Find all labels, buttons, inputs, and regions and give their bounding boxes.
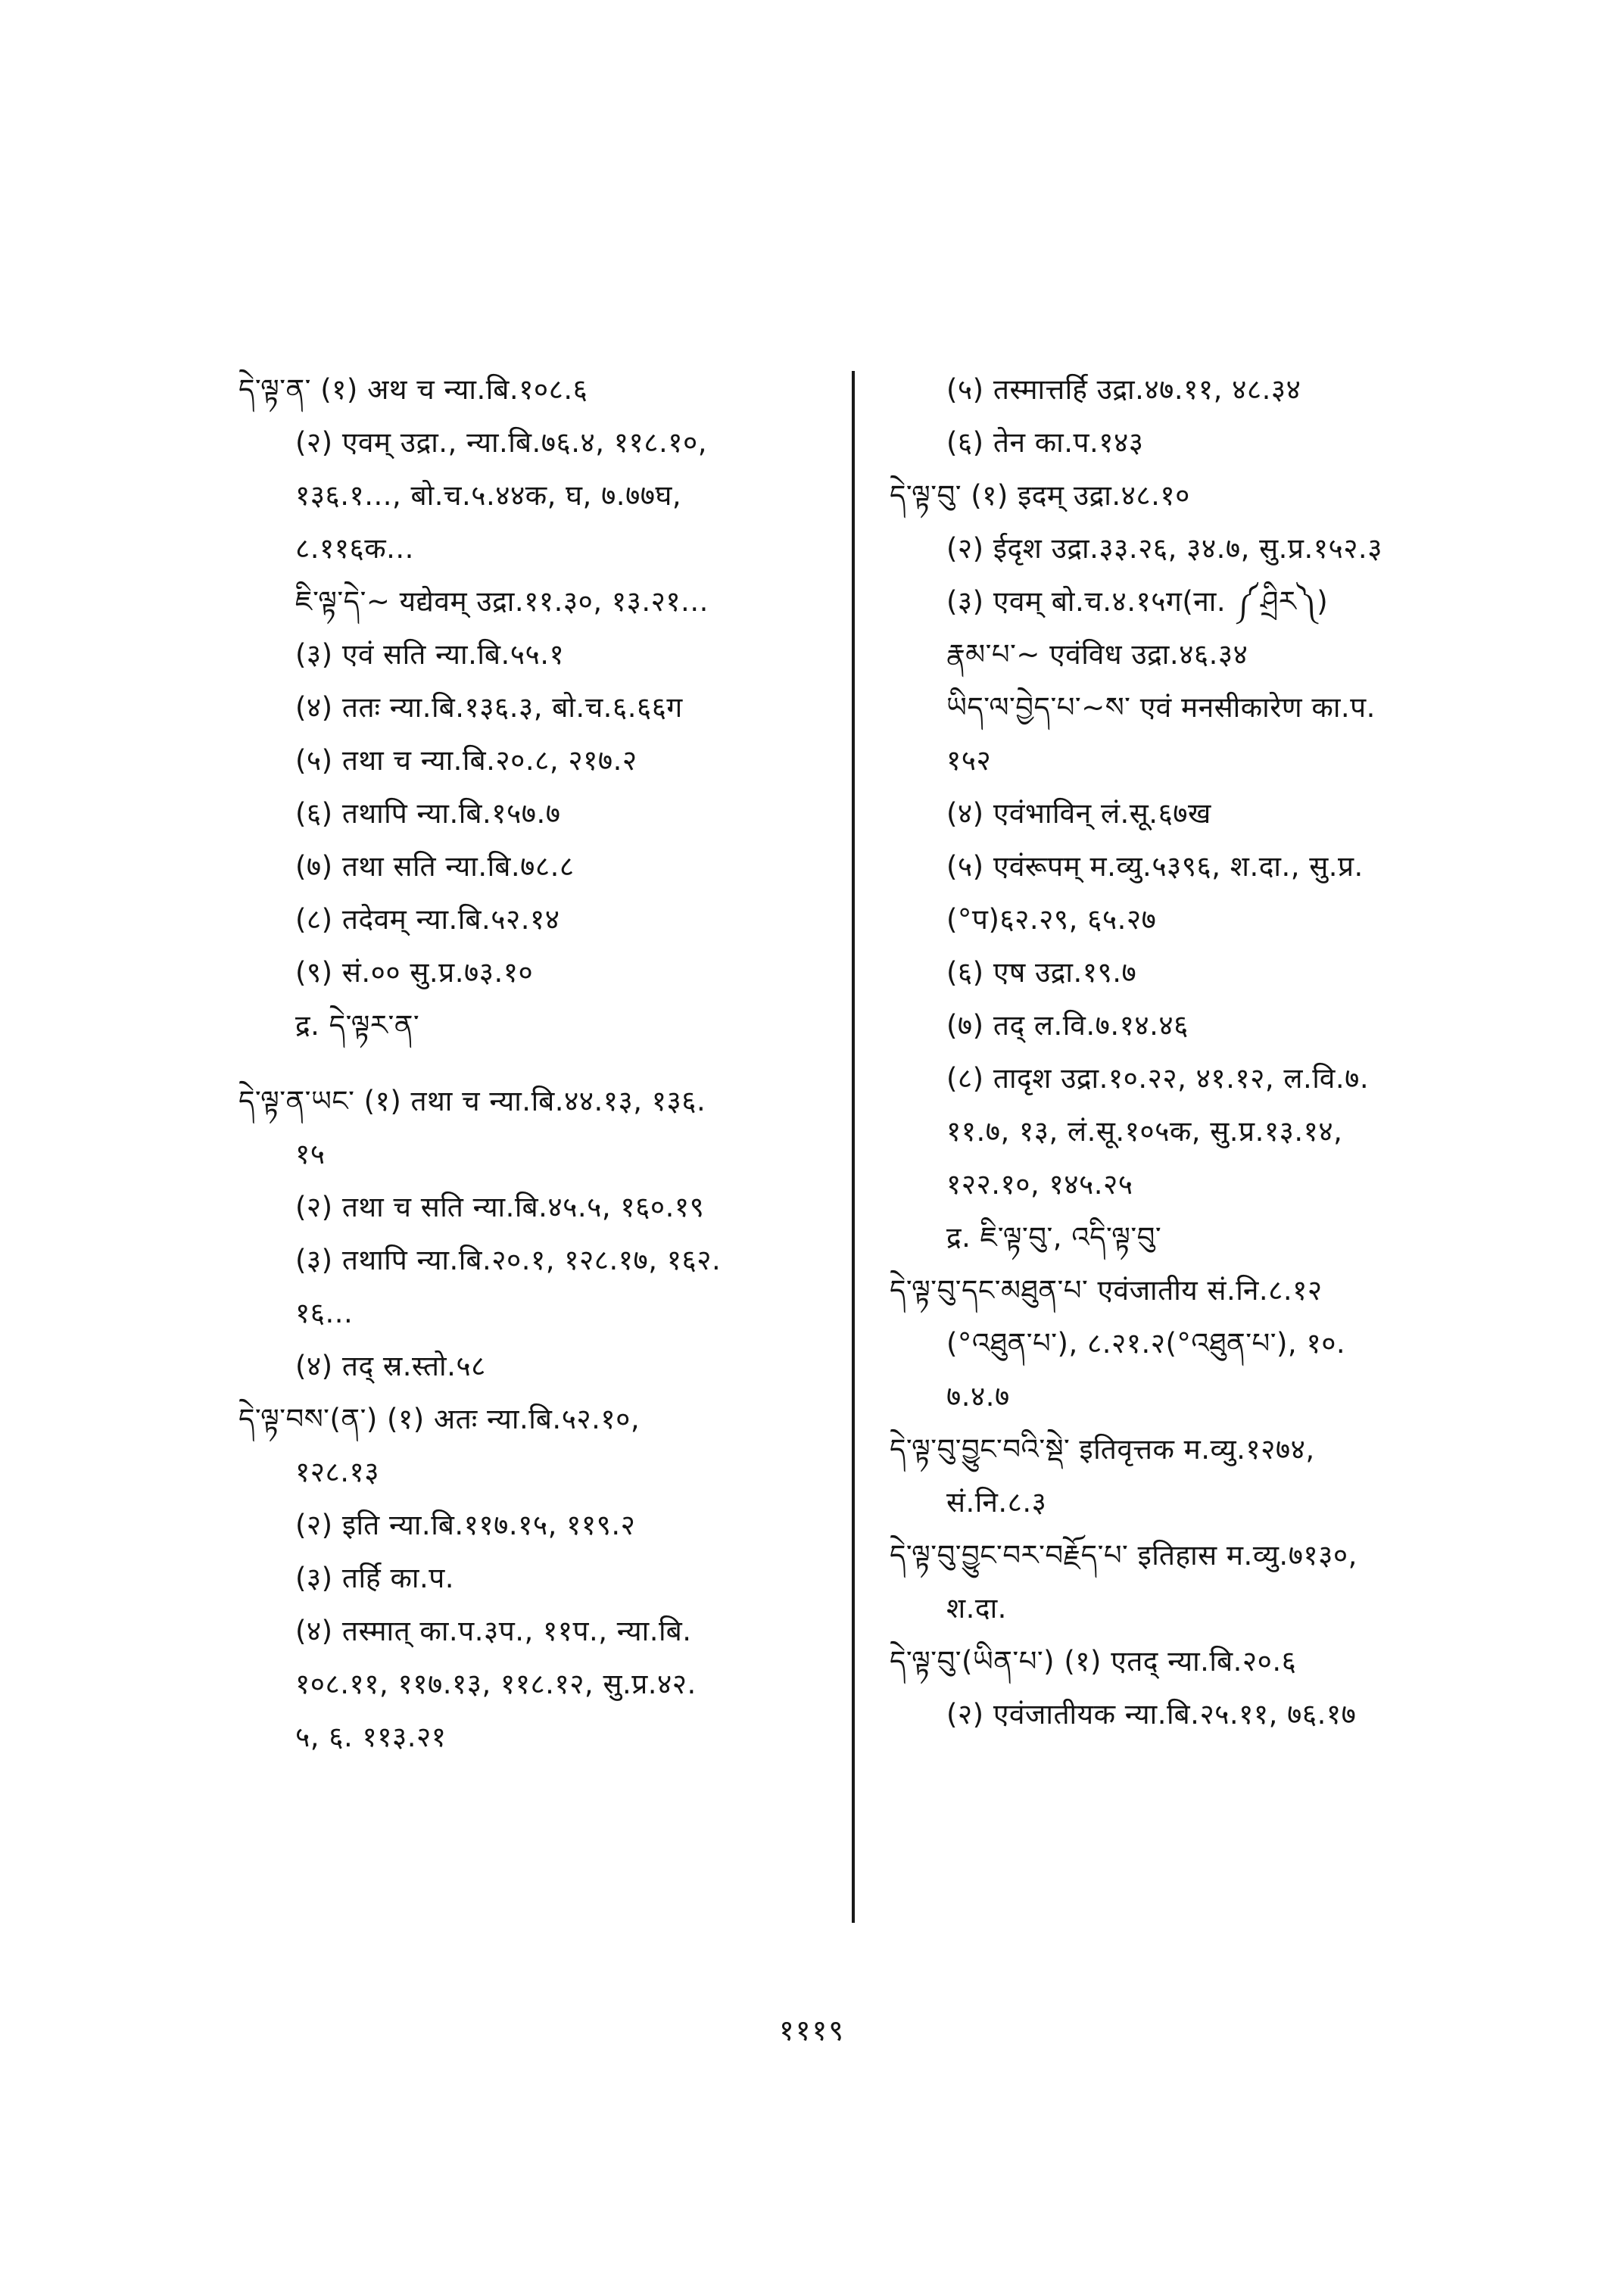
entry-sense-line: श.दा. — [946, 1592, 1007, 1625]
entry-sense-line: ८.११६क... — [295, 532, 414, 565]
entry-sense-line: (२) एवंजातीयक न्या.बि.२५.११, ७६.१७ — [946, 1698, 1357, 1731]
entry-sense-line: द्र. དེ་ལྟར་ན་ — [295, 1009, 420, 1042]
entry-sense-line: (८) तादृश उद्रा.१०.२२, ४१.१२, ल.वि.७. — [946, 1062, 1370, 1095]
entry-sense-line: (५) तस्मात्तर्हि उद्रा.४७.११, ४८.३४ — [946, 373, 1301, 406]
entry-sense-line: सं.नि.८.३ — [946, 1486, 1047, 1519]
entry-sense-line: (६) एष उद्रा.१९.७ — [946, 956, 1137, 989]
entry-sense-line: (४) ततः न्या.बि.१३६.३, बो.च.६.६६ग — [295, 691, 683, 724]
entry-sense-line: ५, ६. ११३.२१ — [295, 1721, 447, 1753]
entry-headword-line: དེ་ལྟ་ན་ (१) अथ च न्या.बि.१०८.६ — [238, 373, 588, 406]
entry-sense-line: (३) एवं सति न्या.बि.५५.१ — [295, 638, 565, 671]
entry-sense-line: ཡིད་ལ་བྱེད་པ་~ས་ एवं मनसीकारेण का.प. — [946, 691, 1376, 724]
entry-sense-line: (२) तथा च सति न्या.बि.४५.५, १६०.१९ — [295, 1191, 705, 1223]
entry-sense-line: ११.७, १३, लं.सू.१०५क, सु.प्र.१३.१४, — [946, 1115, 1343, 1148]
entry-sense-line: ७.४.७ — [946, 1380, 1010, 1413]
entry-sense-line: (३) तथापि न्या.बि.२०.१, १२८.१७, १६२. — [295, 1244, 722, 1276]
entry-headword-line: དེ་ལྟ་བུ་ (१) इदम् उद्रा.४८.१० — [890, 479, 1190, 512]
column-divider — [852, 371, 855, 1923]
right-column — [890, 363, 1510, 1741]
entry-headword-line: དེ་ལྟ་ན་ཡང་ (१) तथा च न्या.बि.४४.१३, १३६. — [238, 1085, 706, 1117]
entry-sense-line: (५) तथा च न्या.बि.२०.८, २१७.२ — [295, 744, 637, 777]
left-column — [238, 363, 890, 1764]
entry-sense-line: (३) तर्हि का.प. — [295, 1562, 454, 1594]
entry-headword-line: དེ་ལྟ་བུ་དང་མཐུན་པ་ एवंजातीय सं.नि.८.१२ — [890, 1274, 1323, 1307]
entry-headword-line: དེ་ལྟ་བུ་བྱུང་བའི་སྡེ་ इतिवृत्तक म.व्यु.१२७४, — [890, 1433, 1315, 1466]
entry-headword-line: དེ་ལྟ་བུ་བྱུང་བར་བརྗོད་པ་ इतिहास म.व्यु.७१३०, — [890, 1539, 1357, 1572]
entry-sense-line: (९) सं.०० सु.प्र.७३.१० — [295, 956, 534, 989]
entry-sense-line: (२) इति न्या.बि.११७.१५, ११९.२ — [295, 1509, 636, 1541]
entry-sense-line: द्र. ཇི་ལྟ་བུ་, འདི་ལྟ་བུ་ — [946, 1221, 1162, 1254]
entry-sense-line: (८) तदेवम् न्या.बि.५२.१४ — [295, 903, 560, 936]
entry-sense-line: १३६.१..., बो.च.५.४४क, घ, ७.७७घ, — [295, 479, 682, 512]
entry-sense-line: (°འཐུན་པ་), ८.२१.२(°འཐུན་པ་), १०. — [946, 1327, 1346, 1360]
entry-sense-line: १२२.१०, १४५.२५ — [946, 1168, 1133, 1201]
entry-sense-line: ཇི་ལྟ་དེ་~ यद्येवम् उद्रा.११.३०, १३.२१... — [295, 585, 709, 618]
entry-sense-line: (५) एवंरूपम् म.व्यु.५३९६, श.दा., सु.प्र. — [946, 850, 1364, 883]
entry-sense-line: (६) तेन का.प.१४३ — [946, 426, 1144, 459]
entry-sense-line: (२) एवम् उद्रा., न्या.बि.७६.४, ११८.१०, — [295, 426, 707, 459]
entry-sense-line: (४) तद् स्र.स्तो.५८ — [295, 1350, 486, 1382]
entry-sense-line: (६) तथापि न्या.बि.१५७.७ — [295, 797, 561, 830]
entry-sense-line: १२८.१३ — [295, 1456, 379, 1488]
entry-sense-line: १६... — [295, 1297, 354, 1329]
entry-sense-line: (७) तथा सति न्या.बि.७८.८ — [295, 850, 575, 883]
entry-sense-line: १०८.११, ११७.१३, ११८.१२, सु.प्र.४२. — [295, 1668, 697, 1700]
entry-sense-line: རྣམ་པ་~ एवंविध उद्रा.४६.३४ — [946, 638, 1248, 671]
entry-sense-line: (°प)६२.२९, ६५.२७ — [946, 903, 1157, 936]
entry-sense-line: (७) तद् ल.वि.७.१४.४६ — [946, 1009, 1189, 1042]
entry-sense-line: १५ — [295, 1138, 326, 1170]
entry-sense-line: १५२ — [946, 744, 992, 777]
entry-sense-line: (२) ईदृश उद्रा.३३.२६, ३४.७, सु.प्र.१५२.३ — [946, 532, 1382, 565]
entry-headword-line: དེ་ལྟ་བས་(ན་) (१) अतः न्या.बि.५२.१०, — [238, 1403, 641, 1435]
entry-sense-line: (४) तस्मात् का.प.३प., ११प., न्या.बि. — [295, 1615, 692, 1647]
entry-sense-line: (४) एवंभाविन् लं.सू.६७ख — [946, 797, 1211, 830]
entry-sense-line: (३) एवम् बो.च.४.१५ग(ना. ༼ཤྲིར༽) — [946, 585, 1329, 618]
page-number: १११९ — [778, 2014, 846, 2047]
entry-headword-line: དེ་ལྟ་བུ་(ཡིན་པ་) (१) एतद् न्या.बि.२०.६ — [890, 1645, 1297, 1678]
